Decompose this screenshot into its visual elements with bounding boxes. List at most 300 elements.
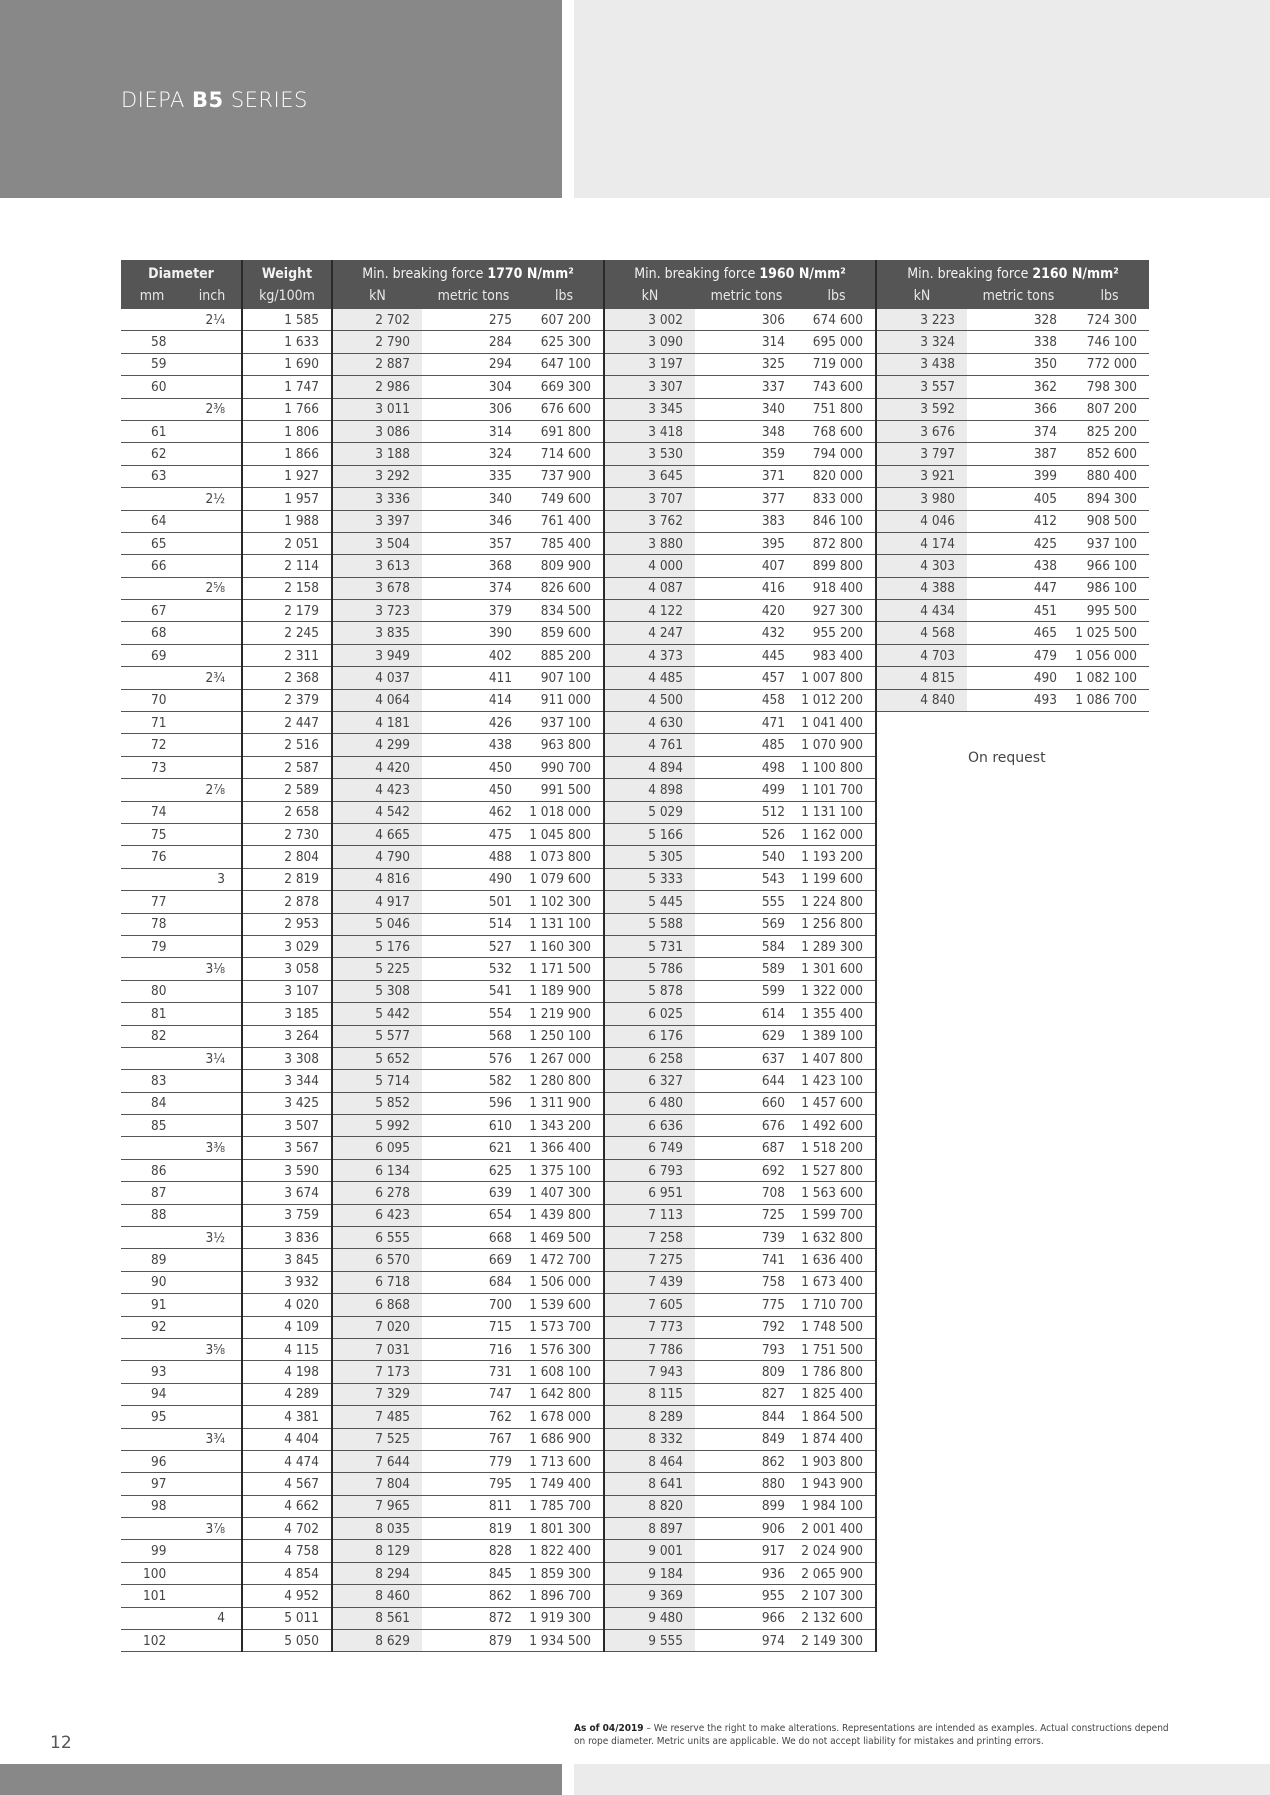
cell-metric-tons: 554 <box>422 1003 525 1025</box>
cell-metric-tons: 793 <box>695 1338 798 1360</box>
cell-kn: 5 029 <box>604 801 695 823</box>
footer-band-light <box>574 1764 1270 1795</box>
cell-lbs: 772 000 <box>1070 353 1149 375</box>
table-row <box>121 1271 1149 1293</box>
cell-empty <box>967 1495 1070 1517</box>
cell-weight: 2 447 <box>242 712 332 734</box>
cell-metric-tons: 383 <box>695 510 798 532</box>
cell-kn: 3 980 <box>876 488 967 510</box>
cell-empty <box>967 1630 1070 1652</box>
cell-empty <box>967 1271 1070 1293</box>
cell-kn: 4 423 <box>332 779 422 801</box>
cell-kn: 6 718 <box>332 1271 422 1293</box>
cell-kn: 3 921 <box>876 465 967 487</box>
cell-diameter-inch: 3⅜ <box>183 1137 242 1159</box>
cell-lbs: 1 375 100 <box>525 1159 604 1181</box>
cell-kn: 7 439 <box>604 1271 695 1293</box>
cell-weight: 2 658 <box>242 801 332 823</box>
cell-empty <box>967 1070 1070 1092</box>
cell-kn: 6 570 <box>332 1249 422 1271</box>
cell-diameter-mm <box>121 309 183 331</box>
cell-kn: 4 046 <box>876 510 967 532</box>
table-row <box>121 398 1149 420</box>
cell-diameter-inch: 2⅞ <box>183 779 242 801</box>
cell-diameter-inch <box>183 1115 242 1137</box>
cell-kn: 7 773 <box>604 1316 695 1338</box>
cell-diameter-inch <box>183 1159 242 1181</box>
cell-lbs: 724 300 <box>1070 309 1149 331</box>
cell-lbs: 937 100 <box>1070 532 1149 554</box>
cell-empty <box>1070 801 1149 823</box>
table-row <box>121 1518 1149 1540</box>
cell-metric-tons: 357 <box>422 532 525 554</box>
cell-kn: 3 530 <box>604 443 695 465</box>
table-row <box>121 1383 1149 1405</box>
cell-empty <box>876 958 967 980</box>
cell-empty <box>967 1025 1070 1047</box>
cell-kn: 7 329 <box>332 1383 422 1405</box>
cell-kn: 8 129 <box>332 1540 422 1562</box>
title-prefix: DIEPA <box>121 88 185 112</box>
cell-diameter-inch <box>183 734 242 756</box>
cell-empty <box>876 712 967 734</box>
cell-diameter-inch <box>183 712 242 734</box>
cell-metric-tons: 811 <box>422 1495 525 1517</box>
cell-weight: 3 759 <box>242 1204 332 1226</box>
cell-empty <box>876 1092 967 1114</box>
cell-metric-tons: 485 <box>695 734 798 756</box>
table-row <box>121 1607 1149 1629</box>
cell-metric-tons: 426 <box>422 712 525 734</box>
cell-empty <box>967 891 1070 913</box>
cell-weight: 2 878 <box>242 891 332 913</box>
cell-empty <box>967 1585 1070 1607</box>
cell-empty <box>876 1495 967 1517</box>
table-row <box>121 1338 1149 1360</box>
cell-diameter-inch <box>183 1294 242 1316</box>
table-row <box>121 1204 1149 1226</box>
cell-diameter-inch: 4 <box>183 1607 242 1629</box>
table-row <box>121 465 1149 487</box>
cell-metric-tons: 414 <box>422 689 525 711</box>
cell-metric-tons: 338 <box>967 331 1070 353</box>
cell-diameter-mm: 84 <box>121 1092 183 1114</box>
cell-kn: 7 258 <box>604 1227 695 1249</box>
cell-diameter-mm: 59 <box>121 353 183 375</box>
cell-lbs: 695 000 <box>798 331 876 353</box>
cell-empty <box>967 1137 1070 1159</box>
cell-empty <box>876 801 967 823</box>
cell-empty <box>876 734 967 756</box>
cell-kn: 6 176 <box>604 1025 695 1047</box>
cell-diameter-mm: 87 <box>121 1182 183 1204</box>
cell-metric-tons: 407 <box>695 555 798 577</box>
cell-weight: 3 058 <box>242 958 332 980</box>
cell-empty <box>967 1518 1070 1540</box>
cell-empty <box>967 1540 1070 1562</box>
cell-lbs: 1 749 400 <box>525 1473 604 1495</box>
cell-lbs: 2 024 900 <box>798 1540 876 1562</box>
cell-diameter-inch <box>183 510 242 532</box>
cell-metric-tons: 366 <box>967 398 1070 420</box>
cell-kn: 5 333 <box>604 868 695 890</box>
cell-empty <box>1070 1025 1149 1047</box>
cell-empty <box>967 712 1070 734</box>
cell-diameter-inch <box>183 1316 242 1338</box>
cell-empty <box>967 1047 1070 1069</box>
cell-weight: 3 308 <box>242 1047 332 1069</box>
cell-diameter-inch <box>183 1585 242 1607</box>
cell-diameter-inch <box>183 913 242 935</box>
cell-lbs: 1 389 100 <box>798 1025 876 1047</box>
cell-empty <box>1070 1630 1149 1652</box>
cell-metric-tons: 368 <box>422 555 525 577</box>
cell-diameter-inch <box>183 1025 242 1047</box>
cell-diameter-inch: 3 <box>183 868 242 890</box>
cell-metric-tons: 438 <box>422 734 525 756</box>
cell-metric-tons: 490 <box>967 667 1070 689</box>
footer-band <box>0 1764 562 1795</box>
cell-empty <box>967 868 1070 890</box>
cell-lbs: 859 600 <box>525 622 604 644</box>
cell-metric-tons: 692 <box>695 1159 798 1181</box>
cell-metric-tons: 955 <box>695 1585 798 1607</box>
cell-kn: 3 002 <box>604 309 695 331</box>
table-row <box>121 1473 1149 1495</box>
cell-lbs: 1 713 600 <box>525 1450 604 1472</box>
cell-lbs: 749 600 <box>525 488 604 510</box>
cell-diameter-inch <box>183 1182 242 1204</box>
cell-diameter-inch <box>183 465 242 487</box>
cell-metric-tons: 936 <box>695 1562 798 1584</box>
cell-lbs: 1 874 400 <box>798 1428 876 1450</box>
cell-metric-tons: 314 <box>695 331 798 353</box>
table-row <box>121 868 1149 890</box>
cell-diameter-inch: 3¾ <box>183 1428 242 1450</box>
cell-lbs: 1 636 400 <box>798 1249 876 1271</box>
cell-lbs: 751 800 <box>798 398 876 420</box>
cell-diameter-mm: 80 <box>121 980 183 1002</box>
cell-diameter-mm: 91 <box>121 1294 183 1316</box>
cell-metric-tons: 569 <box>695 913 798 935</box>
cell-lbs: 1 751 500 <box>798 1338 876 1360</box>
cell-lbs: 833 000 <box>798 488 876 510</box>
cell-kn: 8 897 <box>604 1518 695 1540</box>
cell-diameter-mm: 86 <box>121 1159 183 1181</box>
cell-kn: 7 965 <box>332 1495 422 1517</box>
cell-lbs: 676 600 <box>525 398 604 420</box>
cell-empty <box>1070 1047 1149 1069</box>
cell-empty <box>876 1383 967 1405</box>
cell-lbs: 894 300 <box>1070 488 1149 510</box>
cell-lbs: 1 632 800 <box>798 1227 876 1249</box>
cell-lbs: 1 785 700 <box>525 1495 604 1517</box>
cell-kn: 3 504 <box>332 532 422 554</box>
cell-lbs: 1 012 200 <box>798 689 876 711</box>
table-row <box>121 1092 1149 1114</box>
cell-empty <box>876 913 967 935</box>
cell-diameter-mm <box>121 577 183 599</box>
cell-empty <box>876 1137 967 1159</box>
table-row <box>121 376 1149 398</box>
cell-weight: 2 953 <box>242 913 332 935</box>
cell-empty <box>876 1159 967 1181</box>
cell-lbs: 1 311 900 <box>525 1092 604 1114</box>
cell-lbs: 1 506 000 <box>525 1271 604 1293</box>
cell-empty <box>1070 913 1149 935</box>
cell-kn: 3 645 <box>604 465 695 487</box>
cell-diameter-inch: 2¼ <box>183 309 242 331</box>
cell-diameter-mm <box>121 398 183 420</box>
cell-weight: 2 311 <box>242 644 332 666</box>
table-row <box>121 1540 1149 1562</box>
cell-diameter-mm: 88 <box>121 1204 183 1226</box>
cell-kn: 3 438 <box>876 353 967 375</box>
cell-lbs: 826 600 <box>525 577 604 599</box>
table-row <box>121 1361 1149 1383</box>
cell-metric-tons: 827 <box>695 1383 798 1405</box>
cell-empty <box>1070 1137 1149 1159</box>
cell-metric-tons: 479 <box>967 644 1070 666</box>
cell-kn: 9 001 <box>604 1540 695 1562</box>
cell-metric-tons: 374 <box>967 420 1070 442</box>
table-row <box>121 309 1149 331</box>
cell-metric-tons: 359 <box>695 443 798 465</box>
cell-empty <box>876 1585 967 1607</box>
cell-weight: 4 404 <box>242 1428 332 1450</box>
header-diameter: Diameter <box>121 260 242 285</box>
cell-diameter-mm: 95 <box>121 1406 183 1428</box>
cell-empty <box>967 779 1070 801</box>
cell-diameter-inch <box>183 1562 242 1584</box>
cell-metric-tons: 465 <box>967 622 1070 644</box>
cell-empty <box>967 1204 1070 1226</box>
cell-metric-tons: 405 <box>967 488 1070 510</box>
cell-diameter-inch <box>183 1249 242 1271</box>
cell-diameter-inch <box>183 622 242 644</box>
cell-metric-tons: 599 <box>695 980 798 1002</box>
cell-weight: 3 567 <box>242 1137 332 1159</box>
cell-lbs: 918 400 <box>798 577 876 599</box>
cell-empty <box>1070 1540 1149 1562</box>
table-row <box>121 801 1149 823</box>
cell-lbs: 1 472 700 <box>525 1249 604 1271</box>
cell-empty <box>876 1607 967 1629</box>
cell-diameter-mm: 66 <box>121 555 183 577</box>
table-row <box>121 1249 1149 1271</box>
table-row <box>121 1585 1149 1607</box>
cell-kn: 5 714 <box>332 1070 422 1092</box>
cell-metric-tons: 541 <box>422 980 525 1002</box>
cell-kn: 9 555 <box>604 1630 695 1652</box>
cell-lbs: 1 219 900 <box>525 1003 604 1025</box>
cell-metric-tons: 779 <box>422 1450 525 1472</box>
cell-lbs: 1 896 700 <box>525 1585 604 1607</box>
cell-lbs: 1 189 900 <box>525 980 604 1002</box>
table-row <box>121 331 1149 353</box>
cell-lbs: 911 000 <box>525 689 604 711</box>
cell-diameter-mm: 76 <box>121 846 183 868</box>
cell-empty <box>876 1518 967 1540</box>
cell-weight: 3 836 <box>242 1227 332 1249</box>
cell-lbs: 927 300 <box>798 600 876 622</box>
cell-kn: 5 652 <box>332 1047 422 1069</box>
cell-kn: 4 898 <box>604 779 695 801</box>
group-prefix: Min. breaking force <box>907 266 1029 282</box>
cell-metric-tons: 862 <box>695 1450 798 1472</box>
cell-lbs: 1 599 700 <box>798 1204 876 1226</box>
cell-diameter-mm: 97 <box>121 1473 183 1495</box>
cell-lbs: 1 822 400 <box>525 1540 604 1562</box>
cell-metric-tons: 687 <box>695 1137 798 1159</box>
cell-empty <box>1070 1361 1149 1383</box>
cell-kn: 5 992 <box>332 1115 422 1137</box>
cell-diameter-mm: 74 <box>121 801 183 823</box>
cell-diameter-inch <box>183 1450 242 1472</box>
cell-metric-tons: 966 <box>695 1607 798 1629</box>
cell-kn: 7 525 <box>332 1428 422 1450</box>
cell-kn: 5 046 <box>332 913 422 935</box>
cell-metric-tons: 514 <box>422 913 525 935</box>
cell-empty <box>967 1450 1070 1472</box>
cell-diameter-mm: 92 <box>121 1316 183 1338</box>
cell-lbs: 691 800 <box>525 420 604 442</box>
group-grade: 2160 N/mm² <box>1032 266 1119 282</box>
cell-metric-tons: 399 <box>967 465 1070 487</box>
cell-diameter-inch <box>183 846 242 868</box>
cell-lbs: 719 000 <box>798 353 876 375</box>
cell-lbs: 1 082 100 <box>1070 667 1149 689</box>
cell-diameter-mm: 70 <box>121 689 183 711</box>
cell-lbs: 1 934 500 <box>525 1630 604 1652</box>
cell-diameter-inch <box>183 1070 242 1092</box>
cell-weight: 2 804 <box>242 846 332 868</box>
cell-metric-tons: 576 <box>422 1047 525 1069</box>
cell-empty <box>1070 980 1149 1002</box>
cell-metric-tons: 716 <box>422 1338 525 1360</box>
cell-metric-tons: 447 <box>967 577 1070 599</box>
cell-kn: 3 678 <box>332 577 422 599</box>
cell-weight: 4 474 <box>242 1450 332 1472</box>
cell-diameter-inch <box>183 1361 242 1383</box>
cell-lbs: 1 267 000 <box>525 1047 604 1069</box>
cell-weight: 2 158 <box>242 577 332 599</box>
table-row <box>121 1025 1149 1047</box>
cell-lbs: 2 001 400 <box>798 1518 876 1540</box>
cell-metric-tons: 462 <box>422 801 525 823</box>
cell-weight: 2 587 <box>242 756 332 778</box>
cell-kn: 9 480 <box>604 1607 695 1629</box>
cell-empty <box>967 935 1070 957</box>
cell-empty <box>1070 1271 1149 1293</box>
cell-weight: 2 589 <box>242 779 332 801</box>
cell-metric-tons: 498 <box>695 756 798 778</box>
cell-empty <box>1070 712 1149 734</box>
cell-diameter-mm: 64 <box>121 510 183 532</box>
cell-lbs: 1 984 100 <box>798 1495 876 1517</box>
cell-lbs: 1 407 800 <box>798 1047 876 1069</box>
cell-lbs: 825 200 <box>1070 420 1149 442</box>
cell-weight: 2 819 <box>242 868 332 890</box>
cell-diameter-mm <box>121 1518 183 1540</box>
cell-diameter-mm: 58 <box>121 331 183 353</box>
cell-kn: 4 247 <box>604 622 695 644</box>
cell-lbs: 1 859 300 <box>525 1562 604 1584</box>
table-row <box>121 1003 1149 1025</box>
cell-empty <box>1070 1450 1149 1472</box>
cell-diameter-inch <box>183 555 242 577</box>
cell-lbs: 1 301 600 <box>798 958 876 980</box>
cell-lbs: 899 800 <box>798 555 876 577</box>
cell-kn: 8 464 <box>604 1450 695 1472</box>
cell-metric-tons: 275 <box>422 309 525 331</box>
cell-empty <box>876 846 967 868</box>
cell-weight: 1 806 <box>242 420 332 442</box>
cell-empty <box>876 1473 967 1495</box>
cell-lbs: 1 171 500 <box>525 958 604 980</box>
cell-metric-tons: 568 <box>422 1025 525 1047</box>
cell-empty <box>876 868 967 890</box>
cell-kn: 6 095 <box>332 1137 422 1159</box>
cell-weight: 4 758 <box>242 1540 332 1562</box>
cell-lbs: 1 101 700 <box>798 779 876 801</box>
cell-empty <box>1070 1003 1149 1025</box>
cell-diameter-mm: 62 <box>121 443 183 465</box>
cell-empty <box>1070 734 1149 756</box>
cell-kn: 6 868 <box>332 1294 422 1316</box>
cell-metric-tons: 395 <box>695 532 798 554</box>
cell-kn: 9 184 <box>604 1562 695 1584</box>
table-row <box>121 532 1149 554</box>
cell-metric-tons: 775 <box>695 1294 798 1316</box>
cell-diameter-inch <box>183 331 242 353</box>
cell-empty <box>876 1338 967 1360</box>
table-row <box>121 891 1149 913</box>
cell-diameter-inch <box>183 1383 242 1405</box>
cell-metric-tons: 669 <box>422 1249 525 1271</box>
table-row <box>121 1316 1149 1338</box>
cell-weight: 5 011 <box>242 1607 332 1629</box>
cell-weight: 1 766 <box>242 398 332 420</box>
cell-weight: 2 516 <box>242 734 332 756</box>
cell-lbs: 761 400 <box>525 510 604 532</box>
cell-empty <box>1070 846 1149 868</box>
cell-kn: 4 500 <box>604 689 695 711</box>
table-row <box>121 1406 1149 1428</box>
header-tons: metric tons <box>967 285 1070 309</box>
cell-diameter-inch <box>183 443 242 465</box>
cell-weight: 4 109 <box>242 1316 332 1338</box>
cell-kn: 3 345 <box>604 398 695 420</box>
cell-lbs: 674 600 <box>798 309 876 331</box>
cell-kn: 3 835 <box>332 622 422 644</box>
cell-lbs: 1 539 600 <box>525 1294 604 1316</box>
cell-diameter-inch <box>183 756 242 778</box>
cell-diameter-inch <box>183 376 242 398</box>
cell-metric-tons: 844 <box>695 1406 798 1428</box>
cell-lbs: 669 300 <box>525 376 604 398</box>
cell-kn: 7 173 <box>332 1361 422 1383</box>
cell-lbs: 1 673 400 <box>798 1271 876 1293</box>
cell-lbs: 907 100 <box>525 667 604 689</box>
cell-metric-tons: 411 <box>422 667 525 689</box>
cell-metric-tons: 387 <box>967 443 1070 465</box>
cell-kn: 3 797 <box>876 443 967 465</box>
cell-kn: 4 542 <box>332 801 422 823</box>
cell-lbs: 1 518 200 <box>798 1137 876 1159</box>
cell-metric-tons: 872 <box>422 1607 525 1629</box>
cell-kn: 4 761 <box>604 734 695 756</box>
